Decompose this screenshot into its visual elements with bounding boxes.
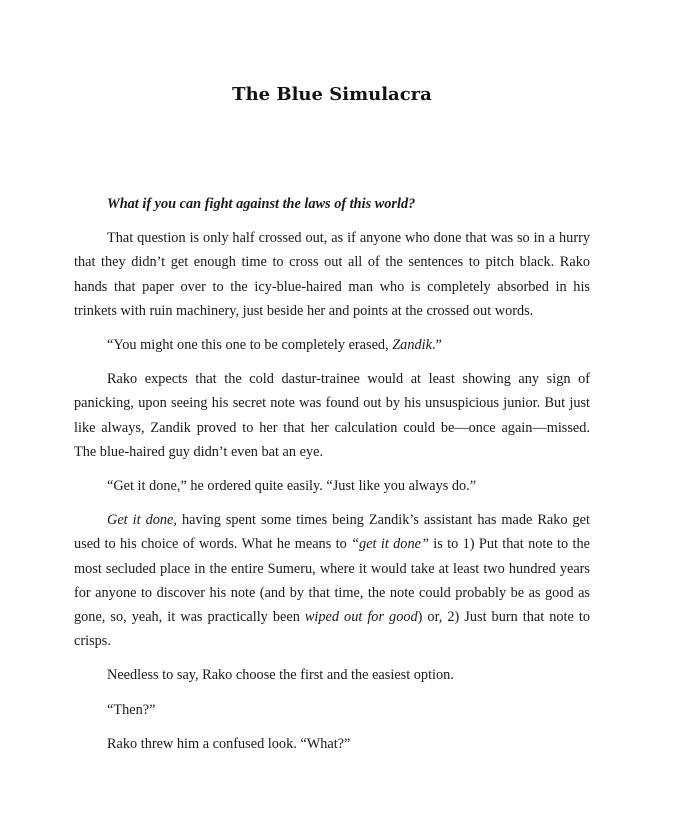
paragraph-2-name: Zandik <box>392 337 432 354</box>
paragraph-2 <box>74 333 590 357</box>
paragraph-5-emphasis-3: wiped out for good <box>304 609 418 626</box>
paragraph-2-text-b: .” <box>431 337 442 354</box>
paragraph-4: “Get it done,” he ordered quite easily. “Just like you always do.” <box>107 478 477 495</box>
paragraph-1: That question is only half crossed out, as if anyone who done that was so in a hurry that they didn’t get enough time to cross out all of the sentences to pitch black. Rako hands that paper over to the icy-blue-haired man who is completely absorbed in his trinkets with ruin machinery, just beside her and points at the crossed out words. <box>74 230 590 319</box>
document-page <box>74 0 590 820</box>
paragraph-3: Rako expects that the cold dastur-trainee would at least showing any sign of panicking, upon seeing his secret note was found out by his unsuspicious junior. But just like always, Zandik proved to her that her calculation could be—once again—missed. The blue-haired guy didn’t even bat an eye. <box>74 371 590 460</box>
paragraph-5-emphasis-1: Get it done <box>107 512 174 529</box>
paragraph-5-text-b: , having spent some times being Zandik’s assistant has made Rako get used to his choice of words. What he means to <box>74 512 591 553</box>
document-body <box>74 192 590 766</box>
paragraph-7: “Then?” <box>107 701 156 718</box>
paragraph-8: Rako threw him a confused look. “What?” <box>107 735 351 752</box>
paragraph-6: Needless to say, Rako choose the first and the easiest option. <box>107 667 454 684</box>
paragraph-5-text-f: ) or, 2) Just burn that note to crisps. <box>74 609 591 650</box>
opening-question: What if you can fight against the laws of this world? <box>107 196 416 212</box>
document-title: The Blue Simulacra <box>232 84 432 105</box>
paragraph-5-text-d: is to 1) Put that note to the most secluded place in the entire Sumeru, where it would take at least two hundred years for anyone to discover his note (and by that time, the note could probably be as good as gone, so, yeah, it was practically been <box>74 536 590 626</box>
paragraph-2-text-a: “You might one this one to be completely erased, <box>107 337 393 354</box>
paragraph-5-emphasis-2: “get it done” <box>351 536 429 553</box>
paragraph-5 <box>74 508 590 653</box>
